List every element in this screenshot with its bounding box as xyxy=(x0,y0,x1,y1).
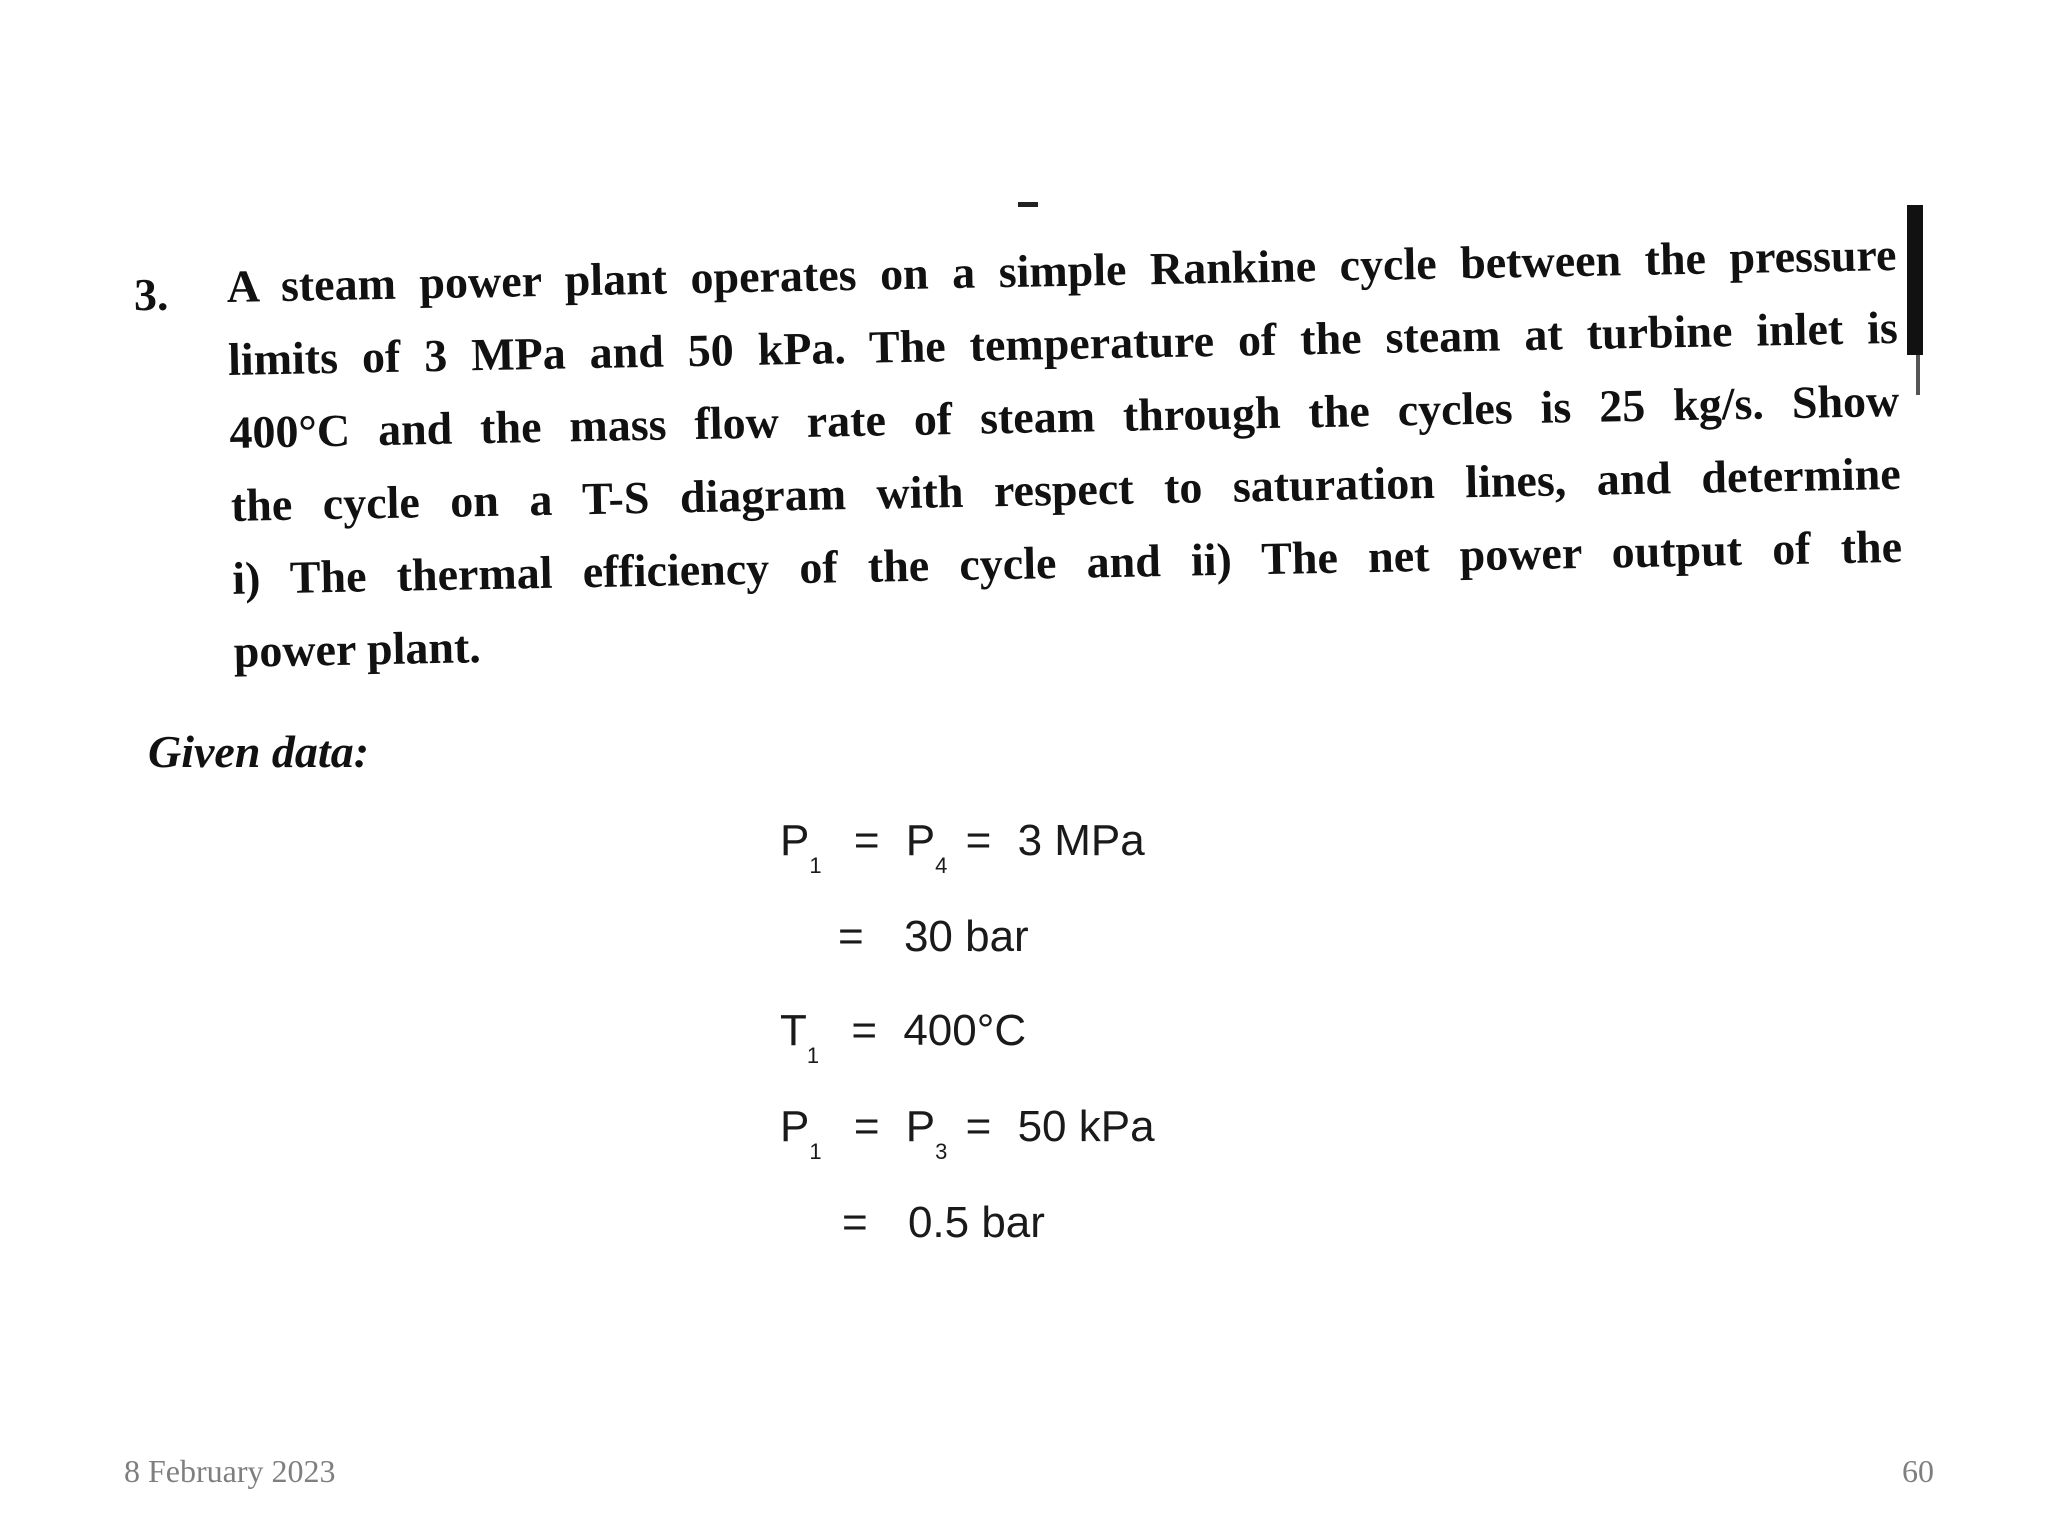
footer-date: 8 February 2023 xyxy=(124,1453,336,1489)
eq-mid: P xyxy=(905,1102,936,1151)
eq-rhs: 0.5 bar xyxy=(907,1198,1045,1247)
problem-line: power plant. xyxy=(233,621,482,677)
eq-rhs: 3 MPa xyxy=(1017,816,1145,865)
eq-rhs: 400°C xyxy=(903,1006,1027,1055)
given-equations xyxy=(770,800,1270,1260)
problem-number: 3. xyxy=(134,269,169,320)
eq-op: = xyxy=(851,1006,878,1055)
equation-row xyxy=(780,1006,1027,1068)
eq-op: = xyxy=(965,1102,992,1151)
eq-lhs: T xyxy=(780,1006,807,1055)
eq-op: = xyxy=(965,816,992,865)
eq-mid: P xyxy=(905,816,936,865)
problem-line: the cycle on a T-S diagram with respect to saturation lines, and determine xyxy=(230,447,1902,531)
problem-text xyxy=(226,218,1914,688)
equation-row xyxy=(780,1102,1155,1164)
equation-row xyxy=(842,1198,1045,1248)
eq-mid-sub: 3 xyxy=(935,1138,948,1164)
problem-statement xyxy=(130,228,1910,690)
eq-rhs: 30 bar xyxy=(903,912,1029,961)
eq-op: = xyxy=(853,1102,880,1151)
eq-rhs: 50 kPa xyxy=(1017,1102,1155,1151)
eq-op: = xyxy=(838,912,864,961)
eq-lhs: P xyxy=(780,1102,810,1151)
problem-line: limits of 3 MPa and 50 kPa. The temperature of the steam at turbine inlet is xyxy=(227,301,1899,385)
eq-lhs: P xyxy=(780,816,810,865)
equation-row xyxy=(838,912,1029,962)
equation-row xyxy=(780,816,1145,878)
problem-line: 400°C and the mass flow rate of steam through the cycles is 25 kg/s. Show xyxy=(229,374,1900,458)
scan-artifact xyxy=(1018,202,1038,207)
scan-edge-bar-thin xyxy=(1916,355,1920,395)
problem-line: i) The thermal efficiency of the cycle and ii) The net power output of the xyxy=(231,520,1903,604)
page-number: 60 xyxy=(1902,1453,1934,1489)
given-data-heading: Given data: xyxy=(148,726,370,777)
eq-lhs-sub: 1 xyxy=(809,1138,822,1164)
eq-lhs-sub: 1 xyxy=(809,852,822,878)
eq-mid-sub: 4 xyxy=(935,852,948,878)
problem-line: A steam power plant operates on a simple Rankine cycle between the pressure xyxy=(226,228,1897,312)
eq-op: = xyxy=(853,816,880,865)
eq-lhs-sub: 1 xyxy=(806,1042,820,1068)
eq-op: = xyxy=(842,1198,868,1247)
